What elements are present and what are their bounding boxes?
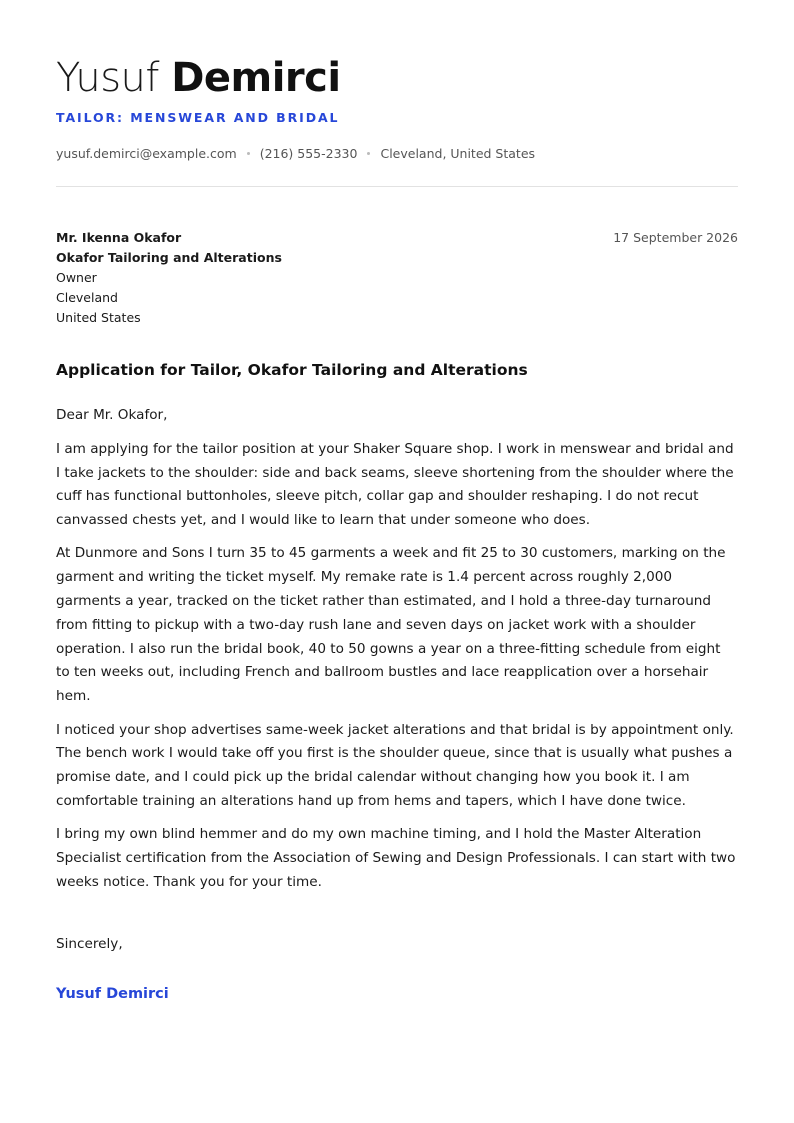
closing: Sincerely, — [56, 936, 123, 952]
recipient-name: Mr. Ikenna Okafor — [56, 230, 182, 245]
contact-separator-dot — [247, 152, 250, 155]
body-paragraph: I am applying for the tailor position at your Shaker Square shop. I work in menswear and bridal and I take jackets to the shoulder: side and back seams, sleeve shortening from the shoulder where the cuff has functional buttonholes, sleeve pitch, collar gap and shoulder reshaping. I do not recut canvassed chests yet, and I would like to learn that under someone who does. — [56, 440, 734, 529]
recipient-country: United States — [56, 310, 141, 325]
contact-line — [56, 146, 535, 161]
body-paragraph: At Dunmore and Sons I turn 35 to 45 garments a week and fit 25 to 30 customers, marking on the garment and writing the ticket myself. My remake rate is 1.4 percent across roughly 2,000 garments a year, tracked on the ticket rather than estimated, and I hold a three-day turnaround from fitting to pickup with a two-day rush lane and seven days on jacket work with a shoulder operation. I also run the bridal book, 40 to 50 gowns a year on a three-fitting schedule from eight to ten weeks out, including French and ballroom bustles and lace reapplication over a horsehair hem. — [56, 545, 726, 705]
body-paragraph: I bring my own blind hemmer and do my own machine timing, and I hold the Master Alteration Specialist certification from the Association of Sewing and Design Professionals. I can start with two weeks notice. Thank you for your time. — [56, 826, 736, 890]
recipient-title: Owner — [56, 270, 97, 285]
letter-body — [56, 404, 738, 904]
applicant-role: TAILOR: MENSWEAR AND BRIDAL — [56, 110, 340, 125]
applicant-first-name: Yusuf — [56, 55, 159, 101]
letter-date: 17 September 2026 — [613, 230, 738, 245]
header-divider — [56, 186, 738, 187]
letter-subject: Application for Tailor, Okafor Tailoring and Alterations — [56, 361, 528, 379]
recipient-city: Cleveland — [56, 290, 118, 305]
signature: Yusuf Demirci — [56, 986, 169, 1002]
contact-separator-dot — [367, 152, 370, 155]
contact-location: Cleveland, United States — [380, 146, 536, 161]
applicant-last-name: Demirci — [171, 55, 341, 101]
contact-phone: (216) 555-2330 — [259, 146, 358, 161]
recipient-block — [56, 228, 282, 328]
recipient-company: Okafor Tailoring and Alterations — [56, 250, 282, 265]
body-paragraph: I noticed your shop advertises same-week jacket alterations and that bridal is by appointment only. The bench work I would take off you first is the shoulder queue, since that is usually what pushes a promise date, and I could pick up the bridal calendar without changing how you book it. I am comfortable training an alterations hand up from hems and tapers, which I have done twice. — [56, 721, 734, 809]
applicant-name — [56, 52, 341, 104]
contact-email: yusuf.demirci@example.com — [56, 146, 237, 161]
greeting: Dear Mr. Okafor, — [56, 407, 168, 423]
